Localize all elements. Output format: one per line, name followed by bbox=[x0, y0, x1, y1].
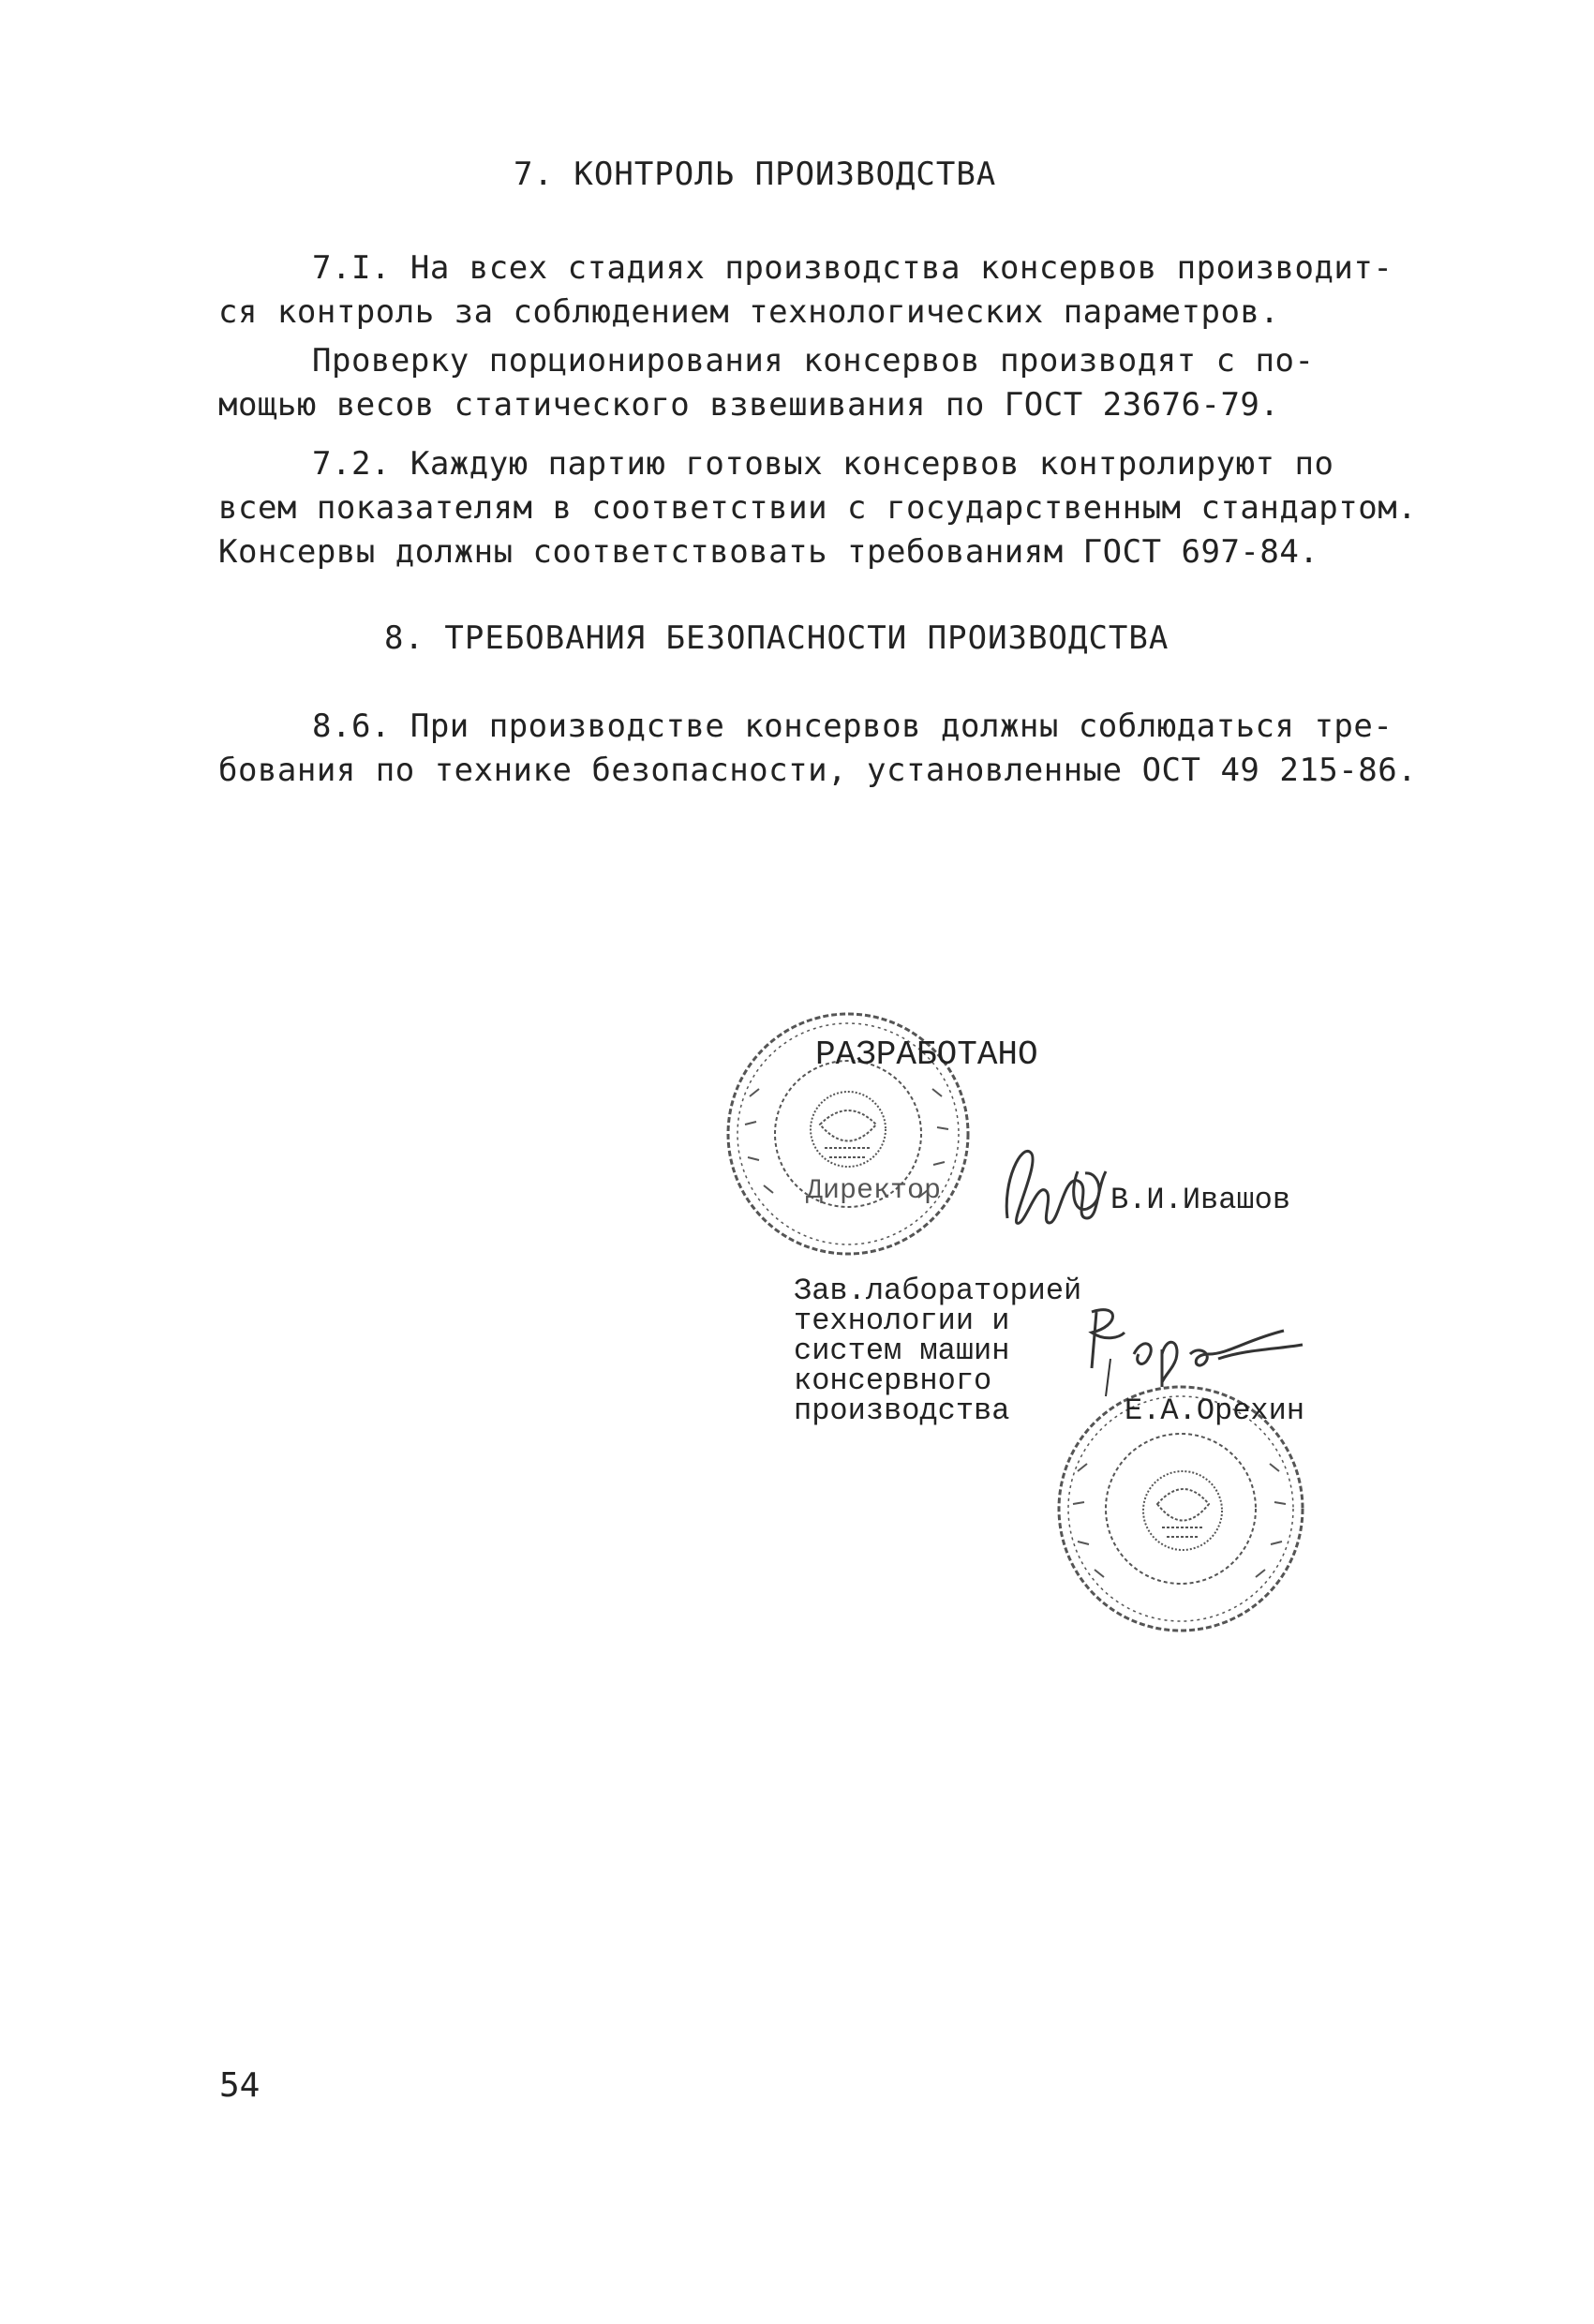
section-8-heading: 8. ТРЕБОВАНИЯ БЕЗОПАСНОСТИ ПРОИЗВОДСТВА bbox=[384, 619, 1169, 657]
paragraph-line: Проверку порционирования консервов производят с по- bbox=[312, 342, 1315, 380]
lab-head-title bbox=[794, 1276, 1081, 1426]
paragraph-line: ся контроль за соблюдением технологических параметров. bbox=[218, 293, 1280, 331]
director-signature bbox=[1006, 1151, 1106, 1223]
lab-title-line: систем машин bbox=[794, 1333, 1010, 1368]
paragraph-line: бования по технике безопасности, установленные ОСТ 49 215-86. bbox=[218, 752, 1418, 789]
lab-head-name: Е.А.Орехин bbox=[1125, 1393, 1305, 1428]
paragraph-line: 7.I. На всех стадиях производства консервов производит- bbox=[312, 249, 1393, 287]
paragraph-line: всем показателям в соответствии с государственным стандартом. bbox=[218, 489, 1418, 527]
lab-title-line: Зав.лабораторией bbox=[794, 1274, 1082, 1308]
director-name: В.И.Ивашов bbox=[1110, 1183, 1291, 1217]
director-title: Директор bbox=[806, 1175, 942, 1207]
lab-title-line: производства bbox=[794, 1393, 1010, 1428]
paragraph-line: 7.2. Каждую партию готовых консервов контролируют по bbox=[312, 445, 1334, 483]
lab-title-line: консервного bbox=[794, 1363, 992, 1398]
lab-head-signature bbox=[1092, 1310, 1303, 1396]
page-number: 54 bbox=[219, 2066, 261, 2105]
paragraph-line: 8.6. При производстве консервов должны соблюдаться тре- bbox=[312, 708, 1393, 745]
section-7-heading: 7. КОНТРОЛЬ ПРОИЗВОДСТВА bbox=[514, 156, 997, 193]
lab-title-line: технологии и bbox=[794, 1304, 1010, 1338]
paragraph-line: Консервы должны соответствовать требованиям ГОСТ 697-84. bbox=[218, 533, 1319, 571]
paragraph-line: мощью весов статического взвешивания по ГОСТ 23676-79. bbox=[218, 386, 1280, 424]
developed-label: РАЗРАБОТАНО bbox=[815, 1035, 1038, 1074]
